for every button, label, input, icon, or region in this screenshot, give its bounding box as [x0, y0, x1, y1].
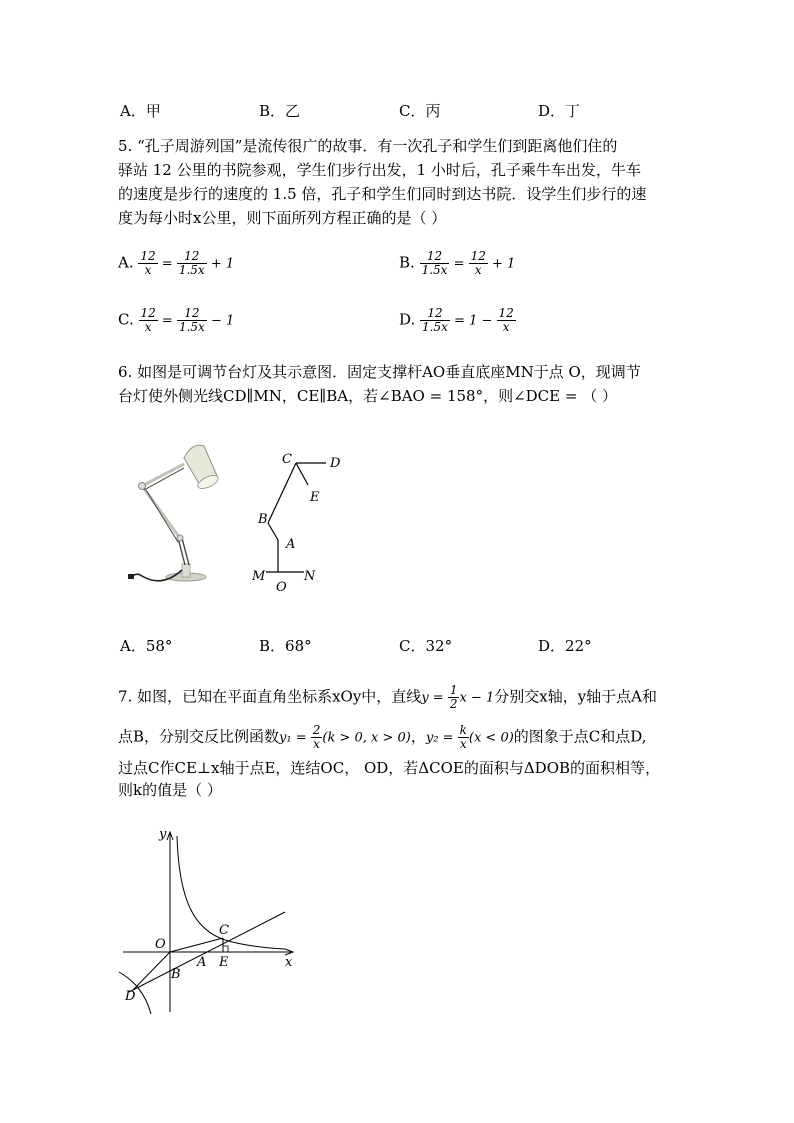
q6-line-2: 台灯使外侧光线CD∥MN，CE∥BA，若∠BAO = 158°，则∠DCE = （ ） [118, 387, 617, 405]
option-label: D. [399, 310, 416, 329]
point-label-d: D [125, 989, 136, 1004]
fraction-denominator: 1.5x [421, 263, 448, 277]
option-label: C. [118, 310, 134, 329]
q5-line-1: 5. “孔子周游列国”是流传很广的故事．有一次孔子和学生们到距离他们住的 [118, 137, 618, 155]
point-label-b: B [258, 512, 268, 527]
fraction-numerator: 12 [177, 250, 207, 264]
equation-part: x − 1 [459, 690, 495, 706]
q4-option-a: A．甲 [120, 102, 161, 120]
q7-line-4: 则k的值是（ ） [118, 781, 222, 799]
fraction [469, 250, 488, 277]
q4-option-b: B．乙 [259, 102, 301, 120]
option-label: A. [118, 253, 134, 272]
segment-ce [296, 463, 308, 485]
segment-bc [268, 463, 296, 523]
equation-operator: = [157, 256, 177, 272]
segment-oc [170, 938, 223, 952]
lamp-schematic-diagram [246, 445, 356, 595]
segment-ab [268, 523, 278, 540]
fraction-numerator: 1 [449, 683, 458, 697]
equation-part: (k > 0, x > 0) [322, 730, 411, 746]
q7-line-2 [118, 724, 647, 751]
q5-line-2: 驿站 12 公里的书院参观，学生们步行出发，1 小时后，孔子乘牛车出发，牛车 [118, 161, 641, 179]
q6-stem [118, 360, 641, 408]
q6-option-d: D．22° [538, 637, 592, 655]
point-label-m: M [252, 569, 266, 584]
fraction [177, 250, 207, 277]
fraction [177, 307, 207, 334]
q6-option-c: C．32° [399, 637, 453, 655]
point-label-n: N [304, 569, 316, 584]
point-label-c: C [219, 923, 229, 938]
fraction-denominator: 2 [449, 697, 458, 711]
fraction-numerator: 12 [420, 307, 450, 321]
axis-label-x: x [285, 955, 293, 970]
equation-tail: + 1 [487, 256, 516, 272]
fraction-denominator: x [144, 263, 152, 277]
hyperbola-branch-1 [177, 836, 285, 949]
fraction-denominator: 1.5x [422, 320, 448, 334]
fraction-denominator: x [144, 320, 152, 334]
fraction-denominator: x [474, 263, 482, 277]
point-label-e: E [219, 955, 229, 970]
fraction-numerator: 12 [420, 250, 450, 264]
q6-line-1: 6. 如图是可调节台灯及其示意图．固定支撑杆AO垂直底座MN于点 O，现调节 [118, 363, 641, 381]
equation-part: y = [421, 690, 448, 706]
fraction [448, 684, 460, 711]
fraction [420, 250, 450, 277]
text-run: 7. 如图，已知在平面直角坐标系xOy中，直线 [118, 687, 422, 706]
q5-option-a [118, 250, 234, 277]
fraction [420, 307, 450, 334]
q7-line-1 [118, 684, 657, 711]
fraction [497, 307, 516, 334]
q5-line-3: 的速度是步行的速度的 1.5 倍，孔子和学生们同时到达书院．设学生们步行的速 [118, 185, 647, 203]
point-label-e: E [310, 490, 320, 505]
equation-operator: = 1 − [449, 313, 497, 329]
fraction-denominator: x [502, 320, 510, 334]
fraction [458, 724, 469, 751]
fraction-numerator: 2 [312, 723, 321, 737]
equation-part: y₂ = [425, 730, 458, 746]
equation-tail: + 1 [206, 256, 235, 272]
point-label-d: D [330, 456, 341, 471]
fraction-denominator: x [313, 737, 320, 751]
text-run: 分别交x轴，y轴于点A和 [494, 687, 658, 706]
point-label-c: C [282, 452, 292, 467]
text-run: ， [410, 727, 426, 746]
fraction-denominator: 1.5x [178, 320, 205, 334]
coordinate-graph-figure [115, 822, 305, 1017]
equation-tail: − 1 [206, 313, 235, 329]
q5-stem [118, 134, 646, 230]
q6-option-a: A．58° [120, 637, 173, 655]
q4-option-c: C．丙 [399, 102, 441, 120]
equation-operator: = [157, 313, 177, 329]
fraction-numerator: 12 [177, 307, 207, 321]
segment-od [133, 952, 170, 990]
q4-option-d: D．丁 [538, 102, 581, 120]
equation-operator: = [449, 256, 469, 272]
fraction-denominator: x [459, 737, 467, 751]
fraction-numerator: 12 [140, 249, 156, 263]
fraction-numerator: 12 [470, 249, 486, 263]
equation-part: y₁ = [279, 730, 311, 746]
point-label-b: B [171, 967, 181, 982]
option-label: B. [399, 253, 415, 272]
q5-option-c [118, 307, 234, 334]
fraction [139, 307, 158, 334]
q5-option-d [399, 307, 516, 334]
q7-line-3: 过点C作CE⊥x轴于点E，连结OC， OD，若ΔCOE的面积与ΔDOB的面积相等， [118, 759, 661, 777]
fraction-numerator: k [459, 723, 467, 737]
fraction [311, 724, 323, 751]
point-label-o: O [276, 580, 287, 595]
point-label-a: A [197, 955, 207, 970]
fraction-numerator: 12 [498, 306, 514, 320]
fraction [138, 250, 157, 277]
point-label-a: A [286, 537, 296, 552]
q6-option-b: B．68° [259, 637, 312, 655]
point-label-o: O [155, 937, 166, 952]
q5-option-b [399, 250, 515, 277]
equation-part: (x < 0) [468, 730, 514, 746]
axis-label-y: y [159, 827, 167, 842]
desk-lamp-image [122, 438, 222, 588]
text-run: 的图象于点C和点D, [513, 727, 647, 746]
right-angle-mark [223, 946, 228, 952]
q5-line-4: 度为每小时x公里，则下面所列方程正确的是（ ） [118, 209, 447, 227]
fraction-denominator: 1.5x [178, 263, 205, 277]
text-run: 点B，分别交反比例函数 [118, 727, 280, 746]
fraction-numerator: 12 [140, 306, 156, 320]
